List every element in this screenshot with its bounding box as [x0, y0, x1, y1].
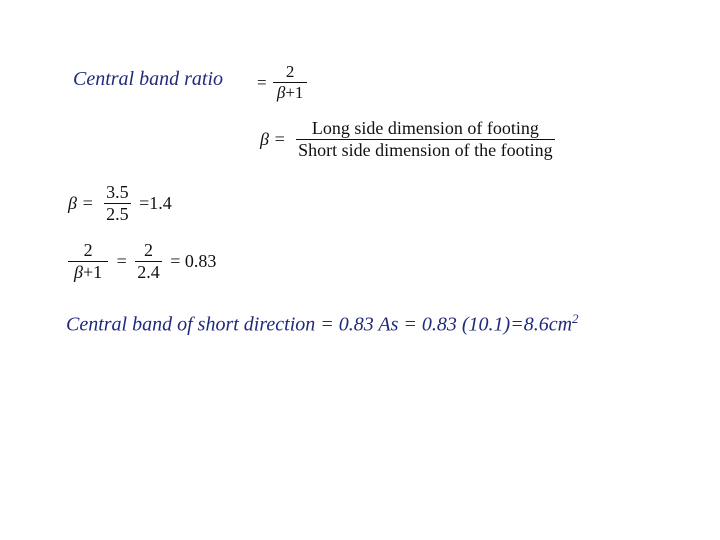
central-band-ratio-fraction	[257, 62, 307, 103]
ratio-calc-fraction-2	[135, 240, 162, 283]
beta-definition-denominator: Short side dimension of the footing	[298, 140, 553, 160]
ratio-calculation	[68, 240, 216, 283]
ratio-calc-fraction-1	[68, 240, 108, 283]
beta-definition-fraction	[296, 118, 554, 161]
beta-calc-result: =1.4	[139, 193, 172, 213]
ratio-denominator: β+1	[273, 82, 308, 103]
conclusion-line	[66, 311, 579, 337]
ratio-calc-f1-numerator: 2	[83, 240, 93, 260]
ratio-calc-f2-denominator: 2.4	[137, 262, 160, 282]
ratio-fraction	[273, 62, 308, 103]
beta-definition-lhs: β =	[260, 129, 286, 149]
ratio-equals: =	[257, 72, 267, 92]
beta-calculation	[68, 182, 172, 225]
ratio-calc-equals: =	[116, 251, 127, 271]
ratio-calc-f1-denominator: β+1	[68, 261, 108, 283]
ratio-calc-f2-numerator: 2	[144, 240, 154, 260]
conclusion-superscript: 2	[572, 311, 579, 326]
beta-calc-lhs: β =	[68, 193, 94, 213]
central-band-ratio-label: Central band ratio	[73, 68, 224, 90]
beta-calc-numerator: 3.5	[106, 182, 129, 202]
beta-definition	[260, 118, 555, 161]
conclusion-text: Central band of short direction = 0.83 As = 0.83 (10.1)=8.6cm	[66, 313, 573, 336]
beta-calc-fraction	[104, 182, 131, 225]
ratio-numerator: 2	[285, 62, 295, 81]
beta-calc-denominator: 2.5	[106, 204, 129, 224]
beta-definition-numerator: Long side dimension of footing	[311, 118, 539, 138]
ratio-calc-result: = 0.83	[170, 251, 217, 271]
